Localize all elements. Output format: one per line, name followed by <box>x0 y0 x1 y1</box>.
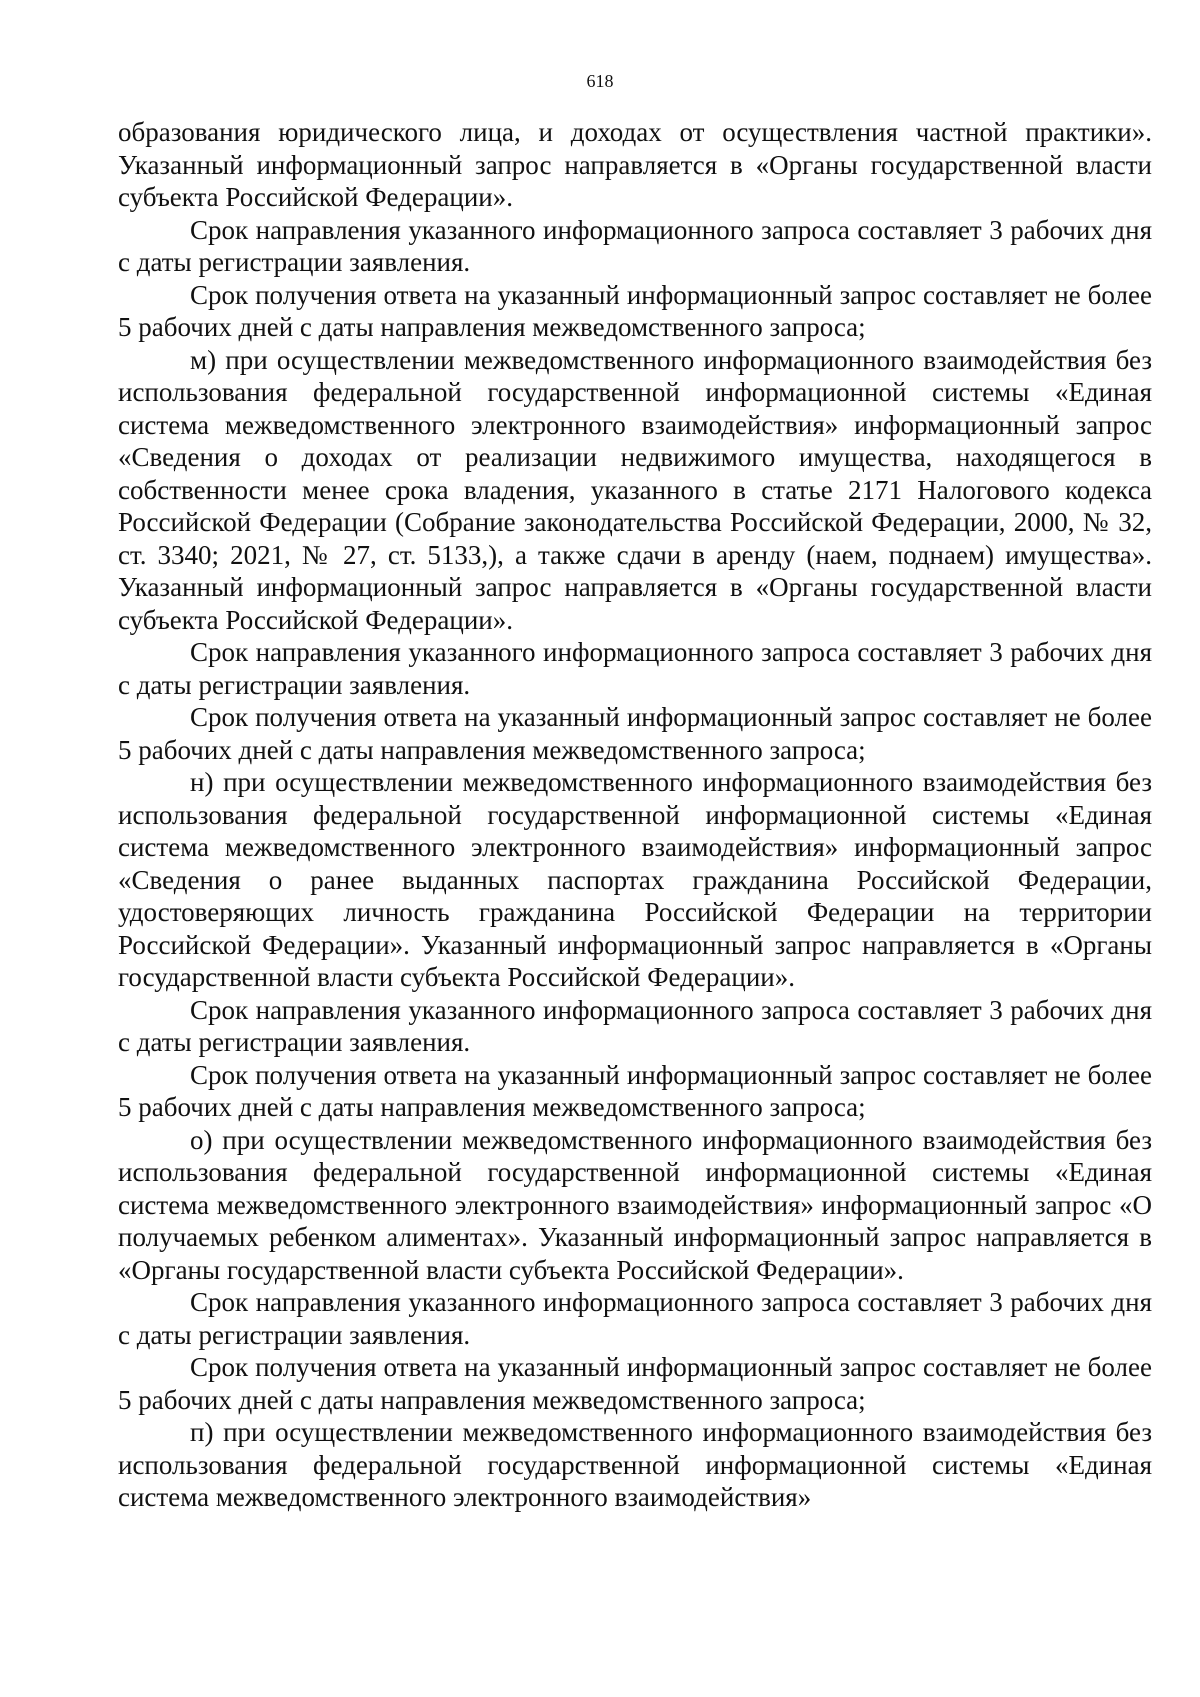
page-number: 618 <box>586 71 614 91</box>
paragraph-response-deadline: Срок получения ответа на указанный информационный запрос составляет не более 5 рабочих дней с даты направления межведомственного запроса; <box>118 279 1152 342</box>
paragraph-request-deadline: Срок направления указанного информационного запроса составляет 3 рабочих дня с даты регистрации заявления. <box>118 637 1152 700</box>
paragraph-item-p: п) при осуществлении межведомственного информационного взаимодействия без использования федеральной государственной информационной системы «Единая система межведомственного электронного взаимодействия» <box>118 1417 1152 1512</box>
paragraph-response-deadline: Срок получения ответа на указанный информационный запрос составляет не более 5 рабочих дней с даты направления межведомственного запроса; <box>118 1059 1152 1122</box>
paragraph-item-o: о) при осуществлении межведомственного информационного взаимодействия без использования федеральной государственной информационной системы «Единая система межведомственного электронного взаимодействия» информационный запрос «О получаемых ребенком алиментах». Указанный информационный запрос направляется в «Органы государственной власти субъекта Российской Федерации». <box>118 1124 1152 1285</box>
paragraph-continuation: образования юридического лица, и доходах от осуществления частной практики». Указанный информационный запрос направляется в «Органы государственной власти субъекта Российской Федерации». <box>118 117 1152 212</box>
paragraph-response-deadline: Срок получения ответа на указанный информационный запрос составляет не более 5 рабочих дней с даты направления межведомственного запроса; <box>118 702 1152 765</box>
paragraph-request-deadline: Срок направления указанного информационного запроса составляет 3 рабочих дня с даты регистрации заявления. <box>118 1287 1152 1350</box>
paragraph-response-deadline: Срок получения ответа на указанный информационный запрос составляет не более 5 рабочих дней с даты направления межведомственного запроса; <box>118 1352 1152 1415</box>
paragraph-request-deadline: Срок направления указанного информационного запроса составляет 3 рабочих дня с даты регистрации заявления. <box>118 994 1152 1057</box>
paragraph-item-m: м) при осуществлении межведомственного информационного взаимодействия без использования федеральной государственной информационной системы «Единая система межведомственного электронного взаимодействия» информационный запрос «Сведения о доходах от реализации недвижимого имущества, находящегося в собственности менее срока владения, указанного в статье 2171 Налогового кодекса Российской Федерации (Собрание законодательства Российской Федерации, 2000, № 32, ст. 3340; 2021, № 27, ст. 5133,), а также сдачи в аренду (наем, поднаем) имущества». Указанный информационный запрос направляется в «Органы государственной власти субъекта Российской Федерации». <box>118 344 1152 635</box>
paragraph-item-n: н) при осуществлении межведомственного информационного взаимодействия без использования федеральной государственной информационной системы «Единая система межведомственного электронного взаимодействия» информационный запрос «Сведения о ранее выданных паспортах гражданина Российской Федерации, удостоверяющих личность гражданина Российской Федерации на территории Российской Федерации». Указанный информационный запрос направляется в «Органы государственной власти субъекта Российской Федерации». <box>118 767 1152 992</box>
paragraph-request-deadline: Срок направления указанного информационного запроса составляет 3 рабочих дня с даты регистрации заявления. <box>118 214 1152 277</box>
document-body <box>118 116 1152 1514</box>
